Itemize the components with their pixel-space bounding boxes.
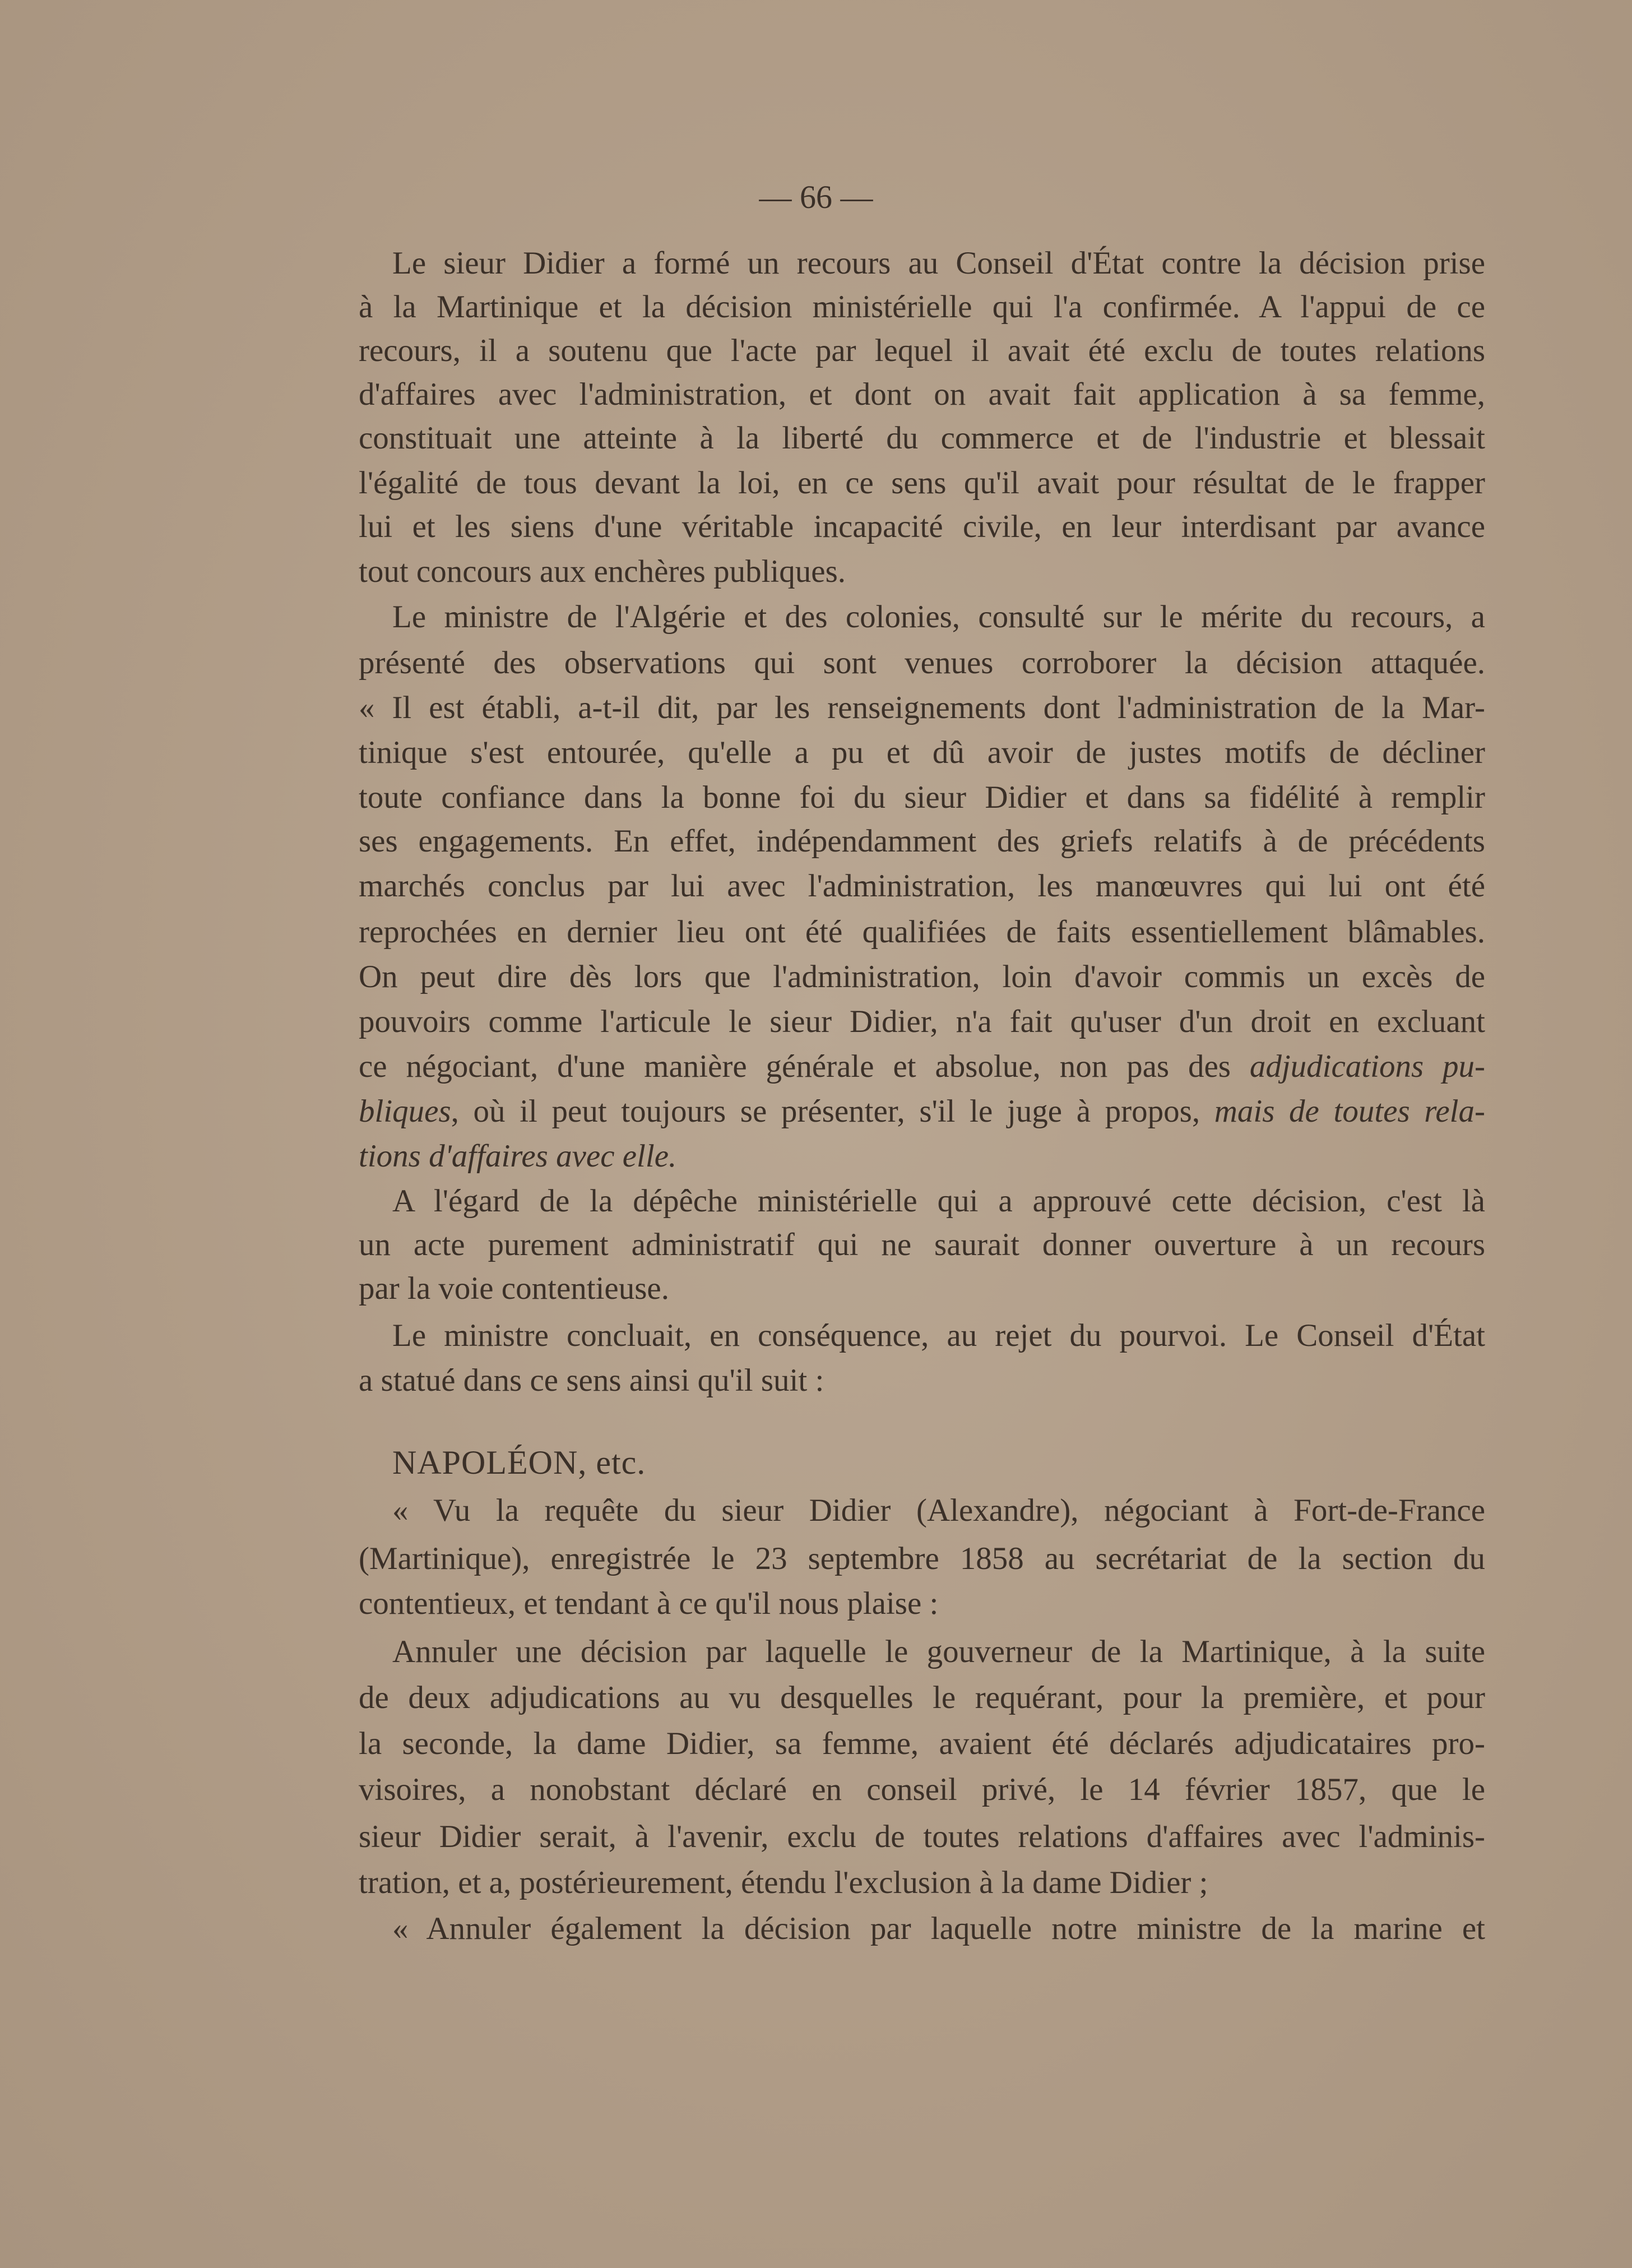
text-line (359, 688, 1485, 728)
text-segment: , où il peut toujours se présenter, s'il le juge à propos, (451, 1094, 1214, 1129)
text-segment: contentieux, et tendant à ce qu'il nous plaise : (359, 1586, 939, 1621)
text-segment: « Il est établi, a-t-il dit, par les renseignements dont l'administration de la Mar- (359, 690, 1485, 725)
text-line (359, 644, 1485, 683)
text-line (392, 1909, 1485, 1948)
text-line (359, 822, 1485, 861)
text-segment: tout concours aux enchères publiques. (359, 554, 846, 589)
text-line (359, 1678, 1485, 1718)
text-segment: ce négociant, d'une manière générale et absolue, non pas des (359, 1049, 1250, 1084)
text-line (359, 507, 1485, 547)
text-line (359, 419, 1485, 458)
text-segment: NAPOLÉON, etc. (392, 1444, 646, 1481)
text-line (392, 1491, 1485, 1530)
text-line (359, 1092, 1485, 1131)
text-line (359, 331, 1485, 371)
italic-text-segment: mais de toutes rela- (1214, 1094, 1485, 1129)
text-segment: la seconde, la dame Didier, sa femme, avaient été déclarés adjudicataires pro- (359, 1726, 1485, 1761)
text-line (392, 1316, 1485, 1355)
text-segment: par la voie contentieuse. (359, 1271, 669, 1306)
italic-text-segment: bliques (359, 1094, 451, 1129)
text-line (359, 288, 1485, 327)
text-line (359, 1724, 1485, 1764)
text-line (392, 598, 1485, 637)
text-segment: marchés conclus par lui avec l'administration, les manœuvres qui lui ont été (359, 868, 1485, 904)
text-segment: lui et les siens d'une véritable incapacité civile, en leur interdisant par avance (359, 509, 1485, 544)
text-line (359, 1817, 1485, 1857)
text-line (359, 1539, 1485, 1579)
text-segment: Le sieur Didier a formé un recours au Conseil d'État contre la décision prise (392, 246, 1485, 281)
text-line (359, 375, 1485, 414)
text-segment: de deux adjudications au vu desquelles le requérant, pour la première, et pour (359, 1680, 1485, 1715)
text-segment: reprochées en dernier lieu ont été qualifiées de faits essentiellement blâmables. (359, 914, 1485, 950)
text-segment: ses engagements. En effet, indépendamment des griefs relatifs à de précédents (359, 823, 1485, 859)
text-line (359, 1002, 1485, 1042)
text-segment: Annuler une décision par laquelle le gouverneur de la Martinique, à la suite (392, 1634, 1485, 1669)
text-segment: à la Martinique et la décision ministérielle qui l'a confirmée. A l'appui de ce (359, 289, 1485, 325)
text-line (359, 1361, 1485, 1400)
text-segment: tration, et a, postérieurement, étendu l'exclusion à la dame Didier ; (359, 1865, 1208, 1900)
text-line (359, 913, 1485, 952)
text-line (359, 867, 1485, 906)
text-segment: a statué dans ce sens ainsi qu'il suit : (359, 1363, 824, 1398)
decree-heading (392, 1443, 1485, 1482)
text-line (359, 1863, 1485, 1903)
text-line (359, 957, 1485, 997)
text-segment: d'affaires avec l'administration, et dont on avait fait application à sa femme, (359, 377, 1485, 412)
text-segment: sieur Didier serait, à l'avenir, exclu de toutes relations d'affaires avec l'adminis- (359, 1819, 1485, 1854)
text-segment: un acte purement administratif qui ne saurait donner ouverture à un recours (359, 1227, 1485, 1262)
text-line (392, 1632, 1485, 1672)
text-segment: « Vu la requête du sieur Didier (Alexandre), négociant à Fort-de-France (392, 1493, 1485, 1528)
text-line (359, 1770, 1485, 1809)
italic-text-segment: adjudications pu- (1249, 1049, 1485, 1084)
text-segment: tinique s'est entourée, qu'elle a pu et dû avoir de justes motifs de décliner (359, 735, 1485, 770)
text-line (359, 552, 1485, 591)
text-segment: On peut dire dès lors que l'administration, loin d'avoir commis un excès de (359, 959, 1485, 994)
text-segment: A l'égard de la dépêche ministérielle qui a approuvé cette décision, c'est là (392, 1183, 1485, 1219)
text-segment: (Martinique), enregistrée le 23 septembre 1858 au secrétariat de la section du (359, 1541, 1485, 1576)
text-line (359, 464, 1485, 503)
text-segment: présenté des observations qui sont venues corroborer la décision attaquée. (359, 645, 1485, 681)
text-line (359, 733, 1485, 772)
text-line (392, 1182, 1485, 1221)
italic-text-segment: tions d'affaires avec elle. (359, 1138, 677, 1174)
text-segment: toute confiance dans la bonne foi du sieur Didier et dans sa fidélité à remplir (359, 780, 1485, 815)
text-segment: Le ministre concluait, en conséquence, au rejet du pourvoi. Le Conseil d'État (392, 1318, 1485, 1353)
text-segment: visoires, a nonobstant déclaré en conseil privé, le 14 février 1857, que le (359, 1772, 1485, 1807)
text-segment: recours, il a soutenu que l'acte par lequel il avait été exclu de toutes relations (359, 333, 1485, 368)
text-line (359, 778, 1485, 817)
text-line (359, 1137, 1485, 1176)
text-line (359, 1225, 1485, 1265)
text-line (359, 1269, 1485, 1308)
text-line (359, 1584, 1485, 1623)
text-line (359, 1047, 1485, 1086)
text-line (392, 244, 1485, 283)
text-segment: constituait une atteinte à la liberté du commerce et de l'industrie et blessait (359, 420, 1485, 456)
page-number: — 66 — (759, 179, 873, 215)
text-segment: Le ministre de l'Algérie et des colonies, consulté sur le mérite du recours, a (392, 599, 1485, 635)
text-segment: l'égalité de tous devant la loi, en ce sens qu'il avait pour résultat de le frapper (359, 465, 1485, 501)
text-segment: pouvoirs comme l'articule le sieur Didier, n'a fait qu'user d'un droit en excluant (359, 1004, 1485, 1039)
text-segment: « Annuler également la décision par laquelle notre ministre de la marine et (392, 1911, 1485, 1946)
